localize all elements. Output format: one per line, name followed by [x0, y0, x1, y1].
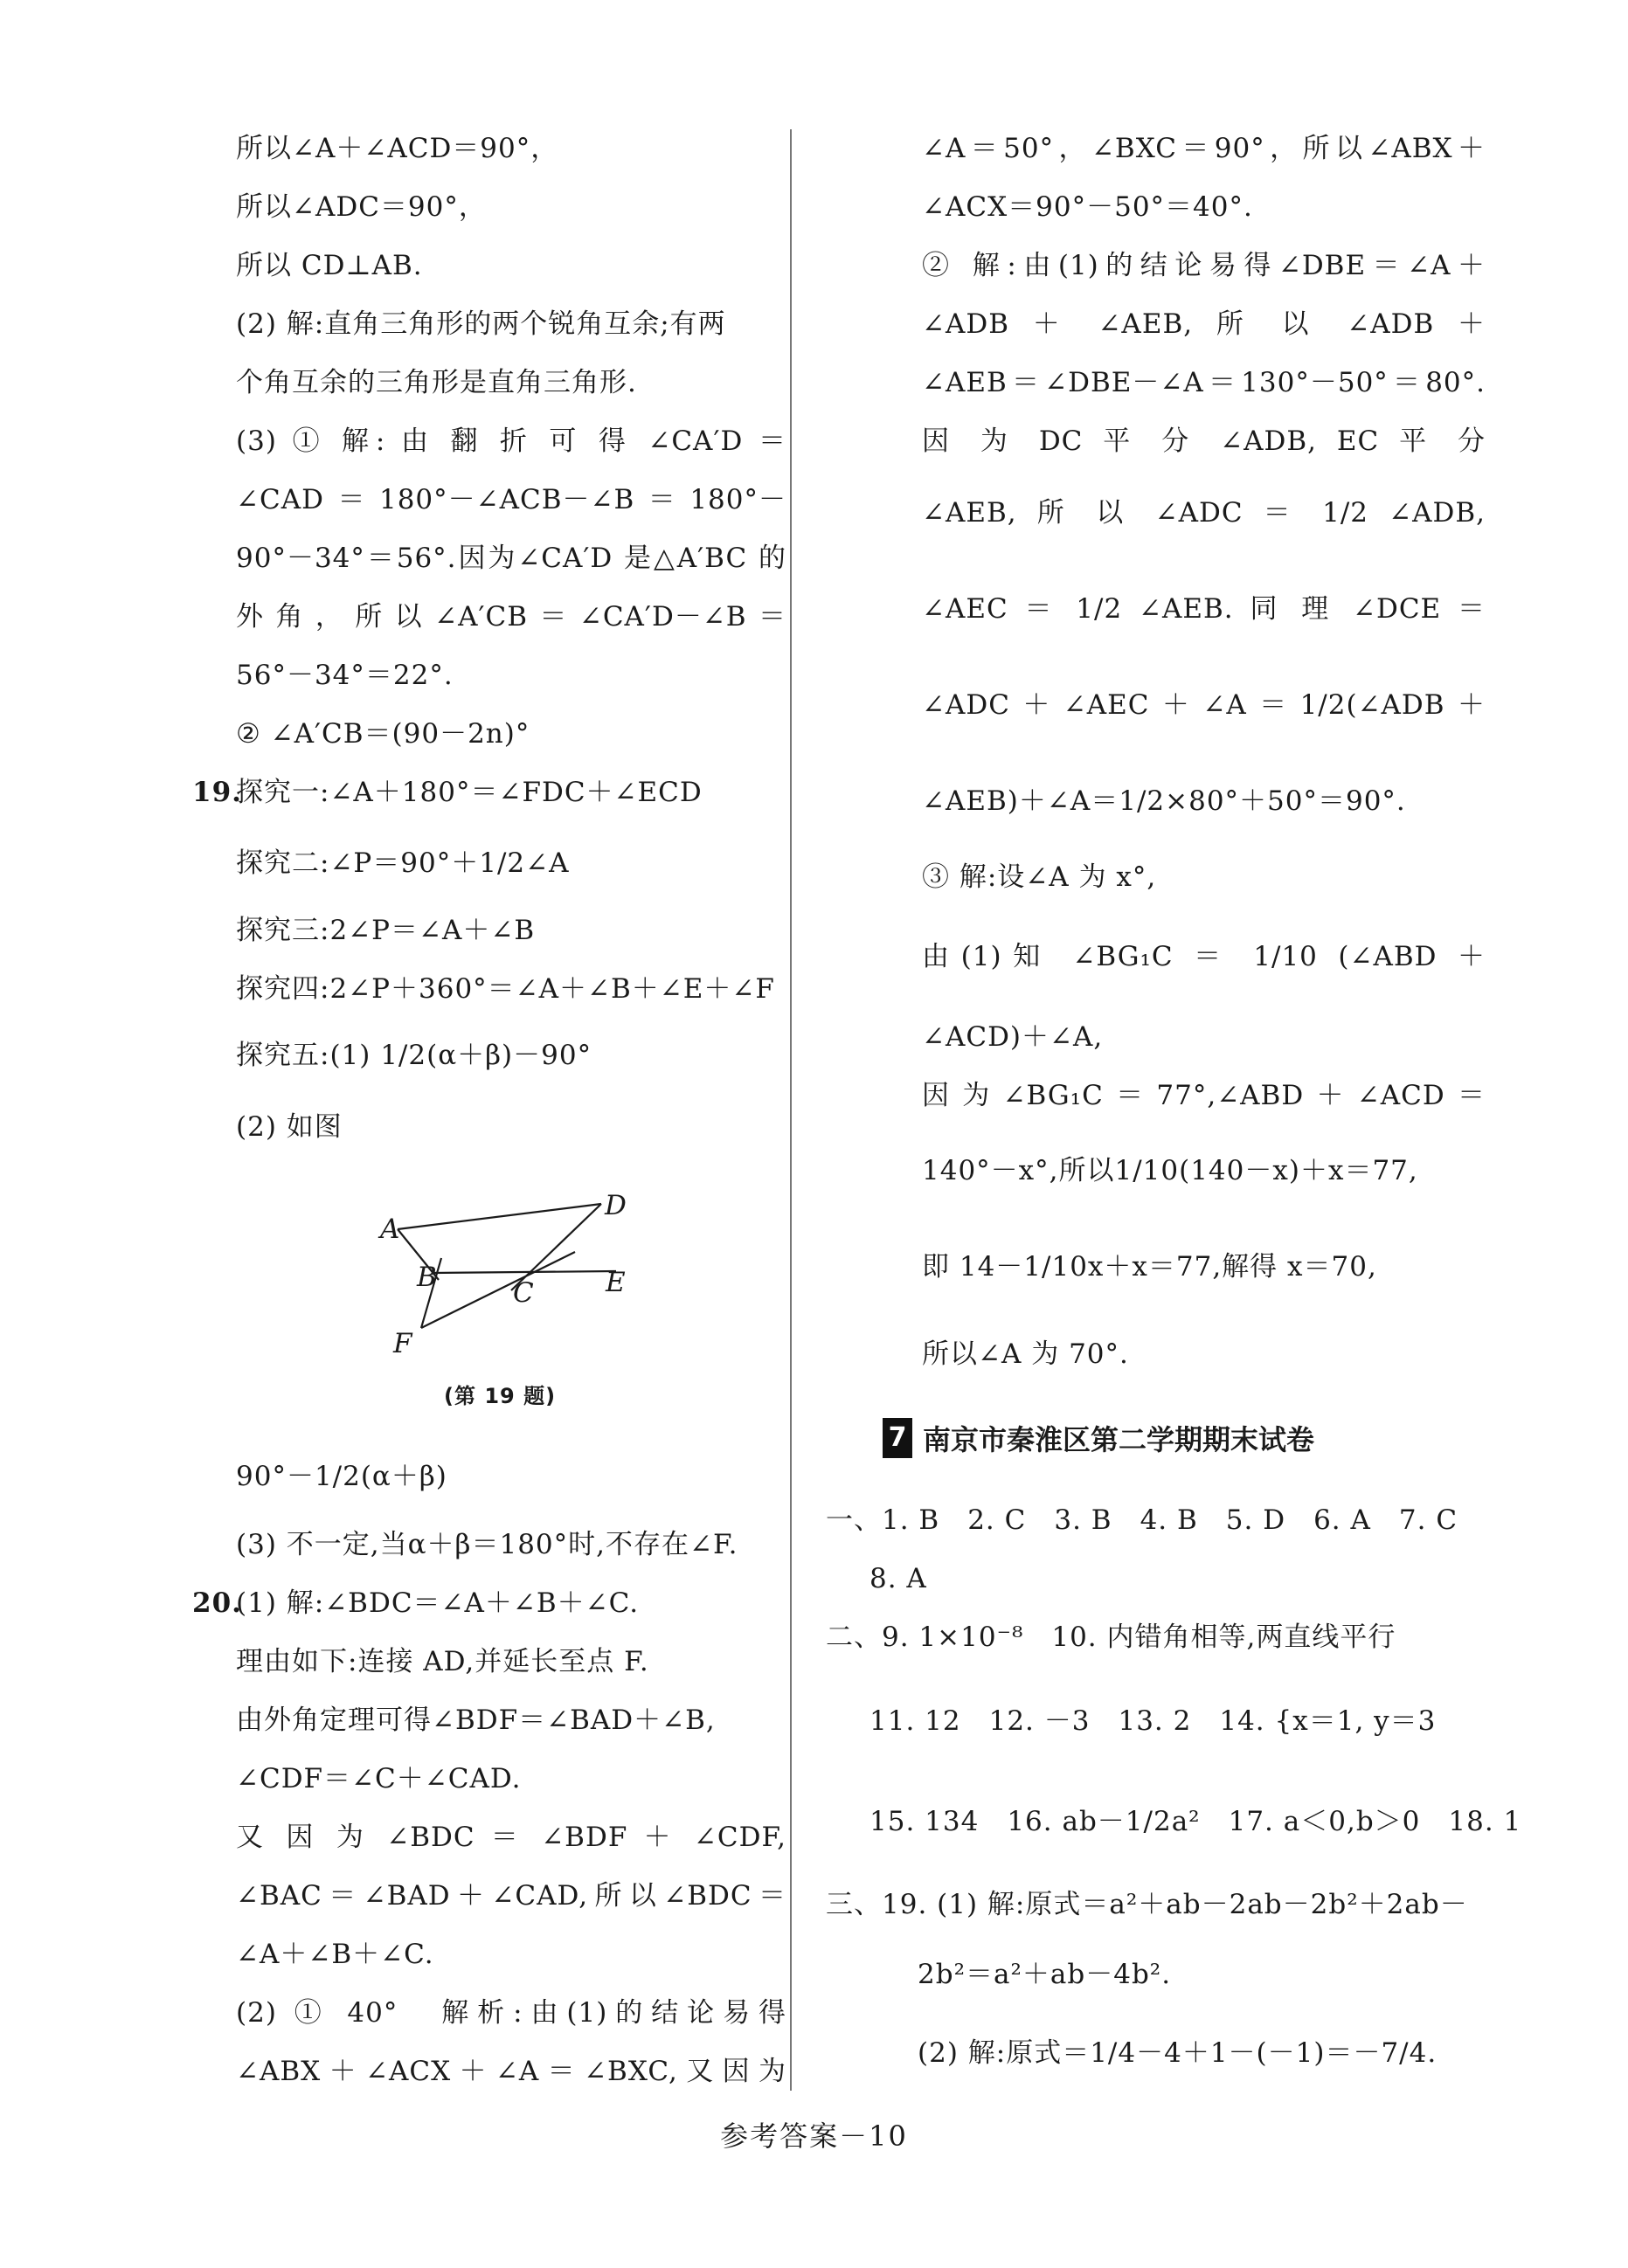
figure-label-a: A: [380, 1214, 401, 1245]
text-line: 探究三:2∠P＝∠A＋∠B: [236, 915, 536, 946]
text-line: ∠AEB, 所 以 ∠ADC ＝ 1/2 ∠ADB,: [922, 497, 1486, 529]
text-line: 140°－x°,所以1/10(140－x)＋x＝77,: [922, 1155, 1418, 1186]
text-line: 所以∠A＋∠ACD＝90°，: [236, 133, 559, 164]
text-line: 探究四:2∠P＋360°＝∠A＋∠B＋∠E＋∠F: [236, 973, 775, 1005]
text-line: 90°－34°＝56°.因为∠CA′D 是△A′BC 的: [236, 543, 786, 574]
text-line: 即 14－1/10x＋x＝77,解得 x＝70,: [922, 1251, 1377, 1283]
text-line: 90°－1/2(α＋β): [236, 1461, 447, 1492]
text-line: ∠AEC ＝ 1/2 ∠AEB. 同 理 ∠DCE ＝: [922, 593, 1486, 625]
text-line: 所以∠A 为 70°.: [922, 1338, 1129, 1370]
segment-be: [433, 1271, 616, 1273]
text-line: ∠BAC＝∠BAD＋∠CAD,所以∠BDC＝: [236, 1880, 786, 1912]
figure-caption: (第 19 题): [444, 1384, 557, 1408]
figure-label-f: F: [393, 1328, 413, 1359]
figure-label-b: B: [417, 1262, 438, 1293]
figure-label-c: C: [513, 1277, 535, 1309]
text-line: 因为∠BG₁C＝77°,∠ABD＋∠ACD＝: [922, 1080, 1486, 1111]
text-line: ∠AEB)＋∠A＝1/2×80°＋50°＝90°.: [922, 785, 1406, 817]
text-line: (1) 解:∠BDC＝∠A＋∠B＋∠C.: [236, 1587, 640, 1619]
text-line: 所以 CD⊥AB.: [236, 250, 423, 281]
text-line: 由(1)知 ∠BG₁C ＝ 1/10 (∠ABD ＋: [922, 941, 1486, 972]
text-line: (3) 不一定,当α＋β＝180°时,不存在∠F.: [236, 1529, 738, 1560]
answer-line: 11. 12 12. －3 13. 2 14. {x＝1, y＝3: [869, 1705, 1437, 1737]
text-line: 外角，所以∠A′CB＝∠CA′D－∠B＝: [236, 601, 786, 633]
answer-line: 三、19. (1) 解:原式＝a²＋ab－2ab－2b²＋2ab－: [826, 1889, 1468, 1920]
text-line: ∠AEB＝∠DBE－∠A＝130°－50°＝80°.: [922, 367, 1486, 398]
text-line: 理由如下:连接 AD,并延长至点 F.: [236, 1646, 649, 1677]
figure-label-e: E: [606, 1267, 627, 1298]
text-line: 因 为 DC 平 分 ∠ADB, EC 平 分: [922, 425, 1486, 457]
text-line: 56°－34°＝22°.: [236, 660, 454, 691]
text-line: 所以∠ADC＝90°，: [236, 191, 487, 223]
text-line: 探究五:(1) 1/2(α＋β)－90°: [236, 1040, 592, 1071]
answer-line: 8. A: [869, 1563, 927, 1594]
text-line: ∠CAD＝180°－∠ACB－∠B＝180°－: [236, 484, 786, 515]
segment-ad: [398, 1204, 601, 1229]
question-number: 20.: [192, 1587, 242, 1619]
text-line: ∠ACD)＋∠A,: [922, 1021, 1104, 1053]
text-line: ∠A＝50°，∠BXC＝90°，所以∠ABX＋: [922, 133, 1486, 164]
text-line: (2) 解:直角三角形的两个锐角互余;有两: [236, 308, 726, 340]
text-line: (2) 如图: [236, 1111, 343, 1143]
segment-fc: [421, 1252, 575, 1328]
text-line: 个角互余的三角形是直角三角形.: [236, 367, 637, 398]
text-line: ② ∠A′CB＝(90－2n)°: [236, 718, 530, 750]
text-line: ② 解:由(1)的结论易得∠DBE＝∠A＋: [922, 250, 1486, 281]
text-line: ∠ABX＋∠ACX＋∠A＝∠BXC,又因为: [236, 2056, 786, 2087]
section-title: 南京市秦淮区第二学期期末试卷: [923, 1423, 1315, 1456]
answer-line: 一、1. B 2. C 3. B 4. B 5. D 6. A 7. C: [826, 1504, 1458, 1536]
answer-line: 二、9. 1×10⁻⁸ 10. 内错角相等,两直线平行: [826, 1621, 1396, 1653]
text-line: 又 因 为 ∠BDC ＝ ∠BDF ＋ ∠CDF,: [236, 1822, 786, 1853]
answer-line: (2) 解:原式＝1/4－4＋1－(－1)＝－7/4.: [918, 2037, 1437, 2069]
text-line: 探究一:∠A＋180°＝∠FDC＋∠ECD: [236, 777, 703, 808]
text-line: ∠A＋∠B＋∠C.: [236, 1939, 434, 1970]
text-line: ∠ADC＋∠AEC＋∠A＝1/2(∠ADB＋: [922, 689, 1486, 721]
section-number: 7: [883, 1418, 912, 1458]
text-line: ∠CDF＝∠C＋∠CAD.: [236, 1763, 522, 1794]
text-line: 探究二:∠P＝90°＋1/2∠A: [236, 847, 570, 879]
answer-line: 15. 134 16. ab－1/2a² 17. a＜0,b＞0 18. 1: [869, 1806, 1522, 1837]
text-line: ③ 解:设∠A 为 x°,: [922, 861, 1157, 893]
text-line: 由外角定理可得∠BDF＝∠BAD＋∠B,: [236, 1704, 716, 1736]
question-number: 19.: [192, 777, 242, 808]
text-line: ∠ADB ＋ ∠AEB, 所 以 ∠ADB ＋: [922, 308, 1486, 340]
text-line: ∠ACX＝90°－50°＝40°.: [922, 191, 1253, 223]
text-line: (2) ① 40° 解析:由(1)的结论易得: [236, 1997, 786, 2029]
answer-line: 2b²＝a²＋ab－4b².: [918, 1959, 1172, 1990]
figure-label-d: D: [605, 1190, 627, 1221]
section-heading: [883, 1415, 1314, 1461]
page-footer: 参考答案－10: [720, 2119, 908, 2153]
text-line: (3) ① 解: 由 翻 折 可 得 ∠CA′D ＝: [236, 425, 786, 457]
column-divider: [790, 129, 792, 2091]
